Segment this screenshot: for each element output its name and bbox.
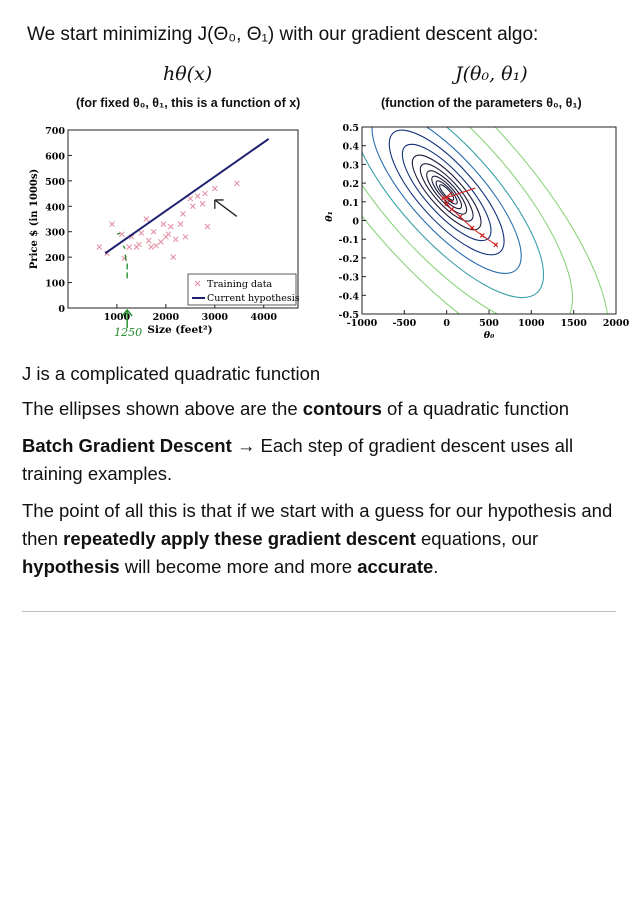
hypothesis-subheading: (for fixed θ₀, θ₁, this is a function of x) [76, 96, 301, 110]
x-tick-label: 2000 [602, 318, 630, 329]
x-tick-label: 1000 [103, 312, 131, 323]
y-tick-label: 600 [45, 151, 65, 163]
training-point [154, 243, 159, 248]
paragraph-batch-gd: Batch Gradient Descent → Each step of gradient descent uses all training examples. [22, 435, 574, 484]
training-point [136, 242, 141, 247]
x-tick-label: 2000 [152, 312, 180, 323]
hypothesis-legend [188, 274, 300, 305]
cost-subheading: (function of the parameters θ₀, θ₁) [381, 96, 582, 110]
hypothesis-chart [20, 118, 310, 348]
hypothesis-heading: hθ(x) [163, 63, 213, 85]
y-tick-label: 300 [45, 227, 65, 239]
training-point [168, 224, 173, 229]
y-tick-label: 500 [45, 176, 65, 188]
y-tick-label: 0 [58, 304, 65, 315]
training-point [212, 186, 217, 191]
descent-step [450, 207, 454, 211]
descent-step [480, 233, 484, 237]
training-point [127, 244, 132, 249]
y-tick-label: 700 [45, 126, 65, 137]
x-tick-label: 0 [443, 318, 450, 329]
training-point [183, 234, 188, 239]
training-point [158, 239, 163, 244]
training-point [139, 230, 144, 235]
training-point [181, 211, 186, 216]
training-point [146, 238, 151, 243]
training-point [144, 217, 149, 222]
training-point [188, 196, 193, 201]
legend-label-line: Current hypothesis [207, 293, 300, 304]
y-tick-label: 400 [45, 202, 65, 214]
training-point [173, 237, 178, 242]
legend-label-data: Training data [207, 279, 273, 290]
x-tick-label: -500 [392, 318, 417, 329]
y-tick-label: -0.2 [338, 253, 359, 265]
y-tick-label: -0.1 [338, 235, 359, 247]
training-point [97, 244, 102, 249]
x-tick-label: 3000 [201, 312, 229, 323]
y-tick-label: 0.1 [342, 197, 359, 209]
cost-contour-chart [318, 118, 630, 350]
training-point [203, 191, 208, 196]
descent-step [494, 243, 498, 247]
paragraph-summary: The point of all this is that if we start with a guess for our hypothesis and then repeatedly apply these gradient descent equations, our hypothesis will become more and more accurate. [22, 500, 613, 577]
contour-ellipse [403, 146, 491, 239]
training-point [149, 244, 154, 249]
contour-ellipse [413, 157, 480, 228]
contour-ellipse [372, 114, 521, 270]
training-point [205, 224, 210, 229]
training-point [234, 181, 239, 186]
hypothesis-marks [97, 139, 269, 339]
y-tick-label: -0.4 [338, 291, 359, 303]
training-point [161, 222, 166, 227]
x-tick-label: -1000 [346, 318, 378, 329]
y-axis-label: θ₁ [324, 211, 335, 222]
training-point [119, 232, 124, 237]
y-tick-label: 0 [352, 216, 359, 228]
x-tick-label: 500 [479, 318, 499, 329]
hypothesis-line [105, 139, 268, 253]
hand-arrow [215, 200, 237, 217]
x-tick-label: 1000 [518, 318, 545, 329]
descent-step [441, 196, 445, 200]
y-tick-label: 0.4 [342, 141, 359, 153]
cost-heading: J(θ₀, θ₁) [455, 63, 528, 85]
y-tick-label: 0.2 [342, 179, 359, 191]
training-point [190, 204, 195, 209]
y-tick-label: 200 [45, 253, 65, 265]
training-point [166, 232, 171, 237]
y-tick-label: -0.3 [338, 272, 359, 284]
x-axis-label: Size (feet²) [147, 324, 213, 336]
paragraph-quadratic: J is a complicated quadratic function [22, 363, 321, 384]
y-tick-label: 0.3 [342, 160, 359, 172]
contour-ellipse [428, 172, 466, 212]
annotation-1250: 1250 [114, 326, 143, 339]
contour-ellipse [390, 132, 504, 252]
y-axis-label: Price $ (in 1000s) [29, 168, 40, 270]
training-point [110, 222, 115, 227]
training-point [178, 222, 183, 227]
x-axis-label: θ₀ [483, 330, 495, 341]
descent-step [458, 215, 462, 219]
training-point [151, 229, 156, 234]
paragraph-contours: The ellipses shown above are the contours of a quadratic function [22, 398, 570, 419]
x-tick-label: 4000 [250, 312, 277, 323]
y-tick-label: 100 [45, 278, 65, 290]
intro-line: We start minimizing J(Θ₀, Θ₁) with our gradient descent algo: [27, 24, 539, 45]
divider [22, 611, 616, 612]
contour-ellipse [350, 91, 543, 294]
y-tick-label: -0.5 [338, 310, 359, 321]
y-tick-label: 0.5 [342, 123, 359, 134]
training-point [200, 201, 205, 206]
training-point [171, 255, 176, 260]
x-tick-label: 1500 [560, 318, 587, 329]
training-point [195, 194, 200, 199]
contour-ellipse [421, 166, 472, 220]
